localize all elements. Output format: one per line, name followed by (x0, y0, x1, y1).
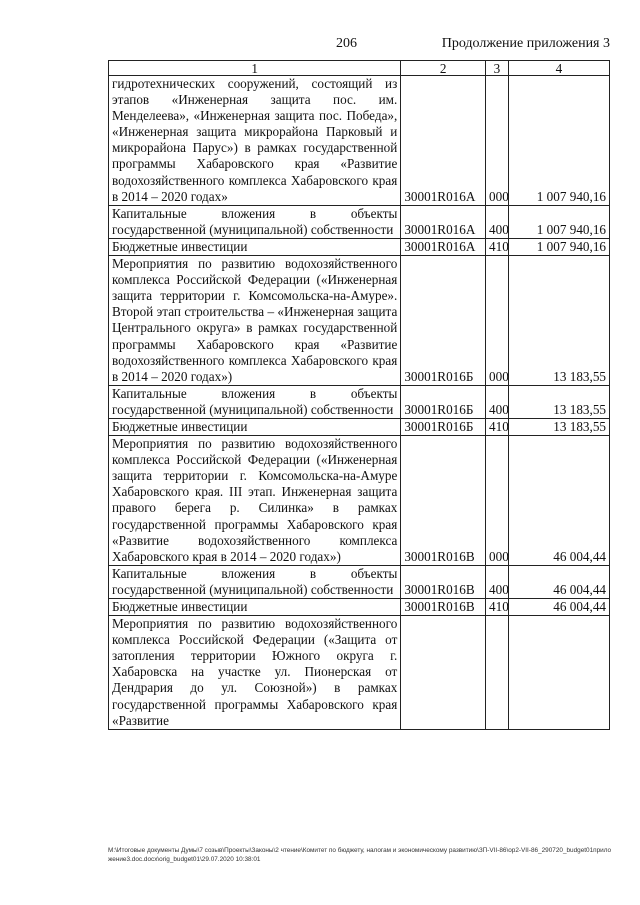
column-header-1: 1 (109, 61, 401, 76)
table-row (109, 565, 610, 598)
table-row (109, 436, 610, 566)
expense-type-code: 000 (486, 436, 509, 566)
row-description: Бюджетные инвестиции (109, 418, 401, 435)
row-description: Капитальные вложения в объекты государственной (муниципальной) собственности (109, 565, 401, 598)
row-description: Капитальные вложения в объекты государственной (муниципальной) собственности (109, 205, 401, 238)
target-article-code: 30001R016Б (401, 256, 486, 386)
target-article-code: 30001R016В (401, 565, 486, 598)
table-header-row (109, 61, 610, 76)
amount: 13 183,55 (508, 385, 609, 418)
amount (508, 616, 609, 730)
table-row (109, 205, 610, 238)
amount: 1 007 940,16 (508, 76, 609, 206)
table-row (109, 385, 610, 418)
table-row (109, 418, 610, 435)
row-description: Капитальные вложения в объекты государственной (муниципальной) собственности (109, 385, 401, 418)
target-article-code: 30001R016Б (401, 418, 486, 435)
target-article-code: 30001R016В (401, 599, 486, 616)
table-row (109, 256, 610, 386)
expense-type-code: 400 (486, 385, 509, 418)
row-description: Мероприятия по развитию водохозяйственного комплекса Российской Федерации («Инженерная защита территории г. Комсомольска-на-Амуре Хабаровского края. III этап. Инженерная защита правого берега р. Силинка» в рамках государственной программы Хабаровского края «Развитие водохозяйственного комплекса Хабаровского края в 2014 – 2020 годах») (109, 436, 401, 566)
amount: 46 004,44 (508, 565, 609, 598)
column-header-4: 4 (508, 61, 609, 76)
row-description: гидротехнических сооружений, состоящий из этапов «Инженерная защита пос. им. Менделеева», «Инженерная защита пос. Победа», «Инженерная защита микрорайона Парковый и микрорайона Парус») в рамках государственной программы Хабаровского края «Развитие водохозяйственного комплекса Хабаровского края в 2014 – 2020 годах» (109, 76, 401, 206)
document-file-path: М:\Итоговые документы Думы\7 созыв\Проекты\Законы\2 чтение\Комитет по бюджету, налогам и экономическому развитию\ЗП-VII-86\ор2-VII-86_290720_budget01приложение3.doc.docx\orig_budget01\29.07.2020 10:38:01 (108, 847, 612, 863)
amount: 1 007 940,16 (508, 238, 609, 255)
expense-type-code: 400 (486, 565, 509, 598)
row-description: Мероприятия по развитию водохозяйственного комплекса Российской Федерации («Защита от затопления территории Южного округа г. Хабаровска на участке ул. Пионерская от Дендрария до ул. Союзной») в рамках государственной программы Хабаровского края «Развитие (109, 616, 401, 730)
expense-type-code: 410 (486, 599, 509, 616)
expense-type-code: 400 (486, 205, 509, 238)
table-row (109, 599, 610, 616)
table-row (109, 76, 610, 206)
row-description: Мероприятия по развитию водохозяйственного комплекса Российской Федерации («Инженерная защита территории г. Комсомольска-на-Амуре». Второй этап строительства – «Инженерная защита Центрального округа» в рамках государственной программы Хабаровского края «Развитие водохозяйственного комплекса Хабаровского края в 2014 – 2020 годах») (109, 256, 401, 386)
expense-type-code: 000 (486, 76, 509, 206)
amount: 13 183,55 (508, 418, 609, 435)
continuation-label: Продолжение приложения 3 (441, 36, 610, 51)
amount: 1 007 940,16 (508, 205, 609, 238)
target-article-code (401, 616, 486, 730)
target-article-code: 30001R016A (401, 205, 486, 238)
amount: 13 183,55 (508, 256, 609, 386)
target-article-code: 30001R016Б (401, 385, 486, 418)
amount: 46 004,44 (508, 599, 609, 616)
amount: 46 004,44 (508, 436, 609, 566)
target-article-code: 30001R016A (401, 238, 486, 255)
budget-table (108, 60, 610, 730)
expense-type-code: 410 (486, 418, 509, 435)
column-header-2: 2 (401, 61, 486, 76)
expense-type-code: 000 (486, 256, 509, 386)
target-article-code: 30001R016В (401, 436, 486, 566)
table-row (109, 616, 610, 730)
target-article-code: 30001R016A (401, 76, 486, 206)
row-description: Бюджетные инвестиции (109, 599, 401, 616)
column-header-3: 3 (486, 61, 509, 76)
table-row (109, 238, 610, 255)
row-description: Бюджетные инвестиции (109, 238, 401, 255)
page-number: 206 (336, 36, 357, 51)
expense-type-code: 410 (486, 238, 509, 255)
expense-type-code (486, 616, 509, 730)
